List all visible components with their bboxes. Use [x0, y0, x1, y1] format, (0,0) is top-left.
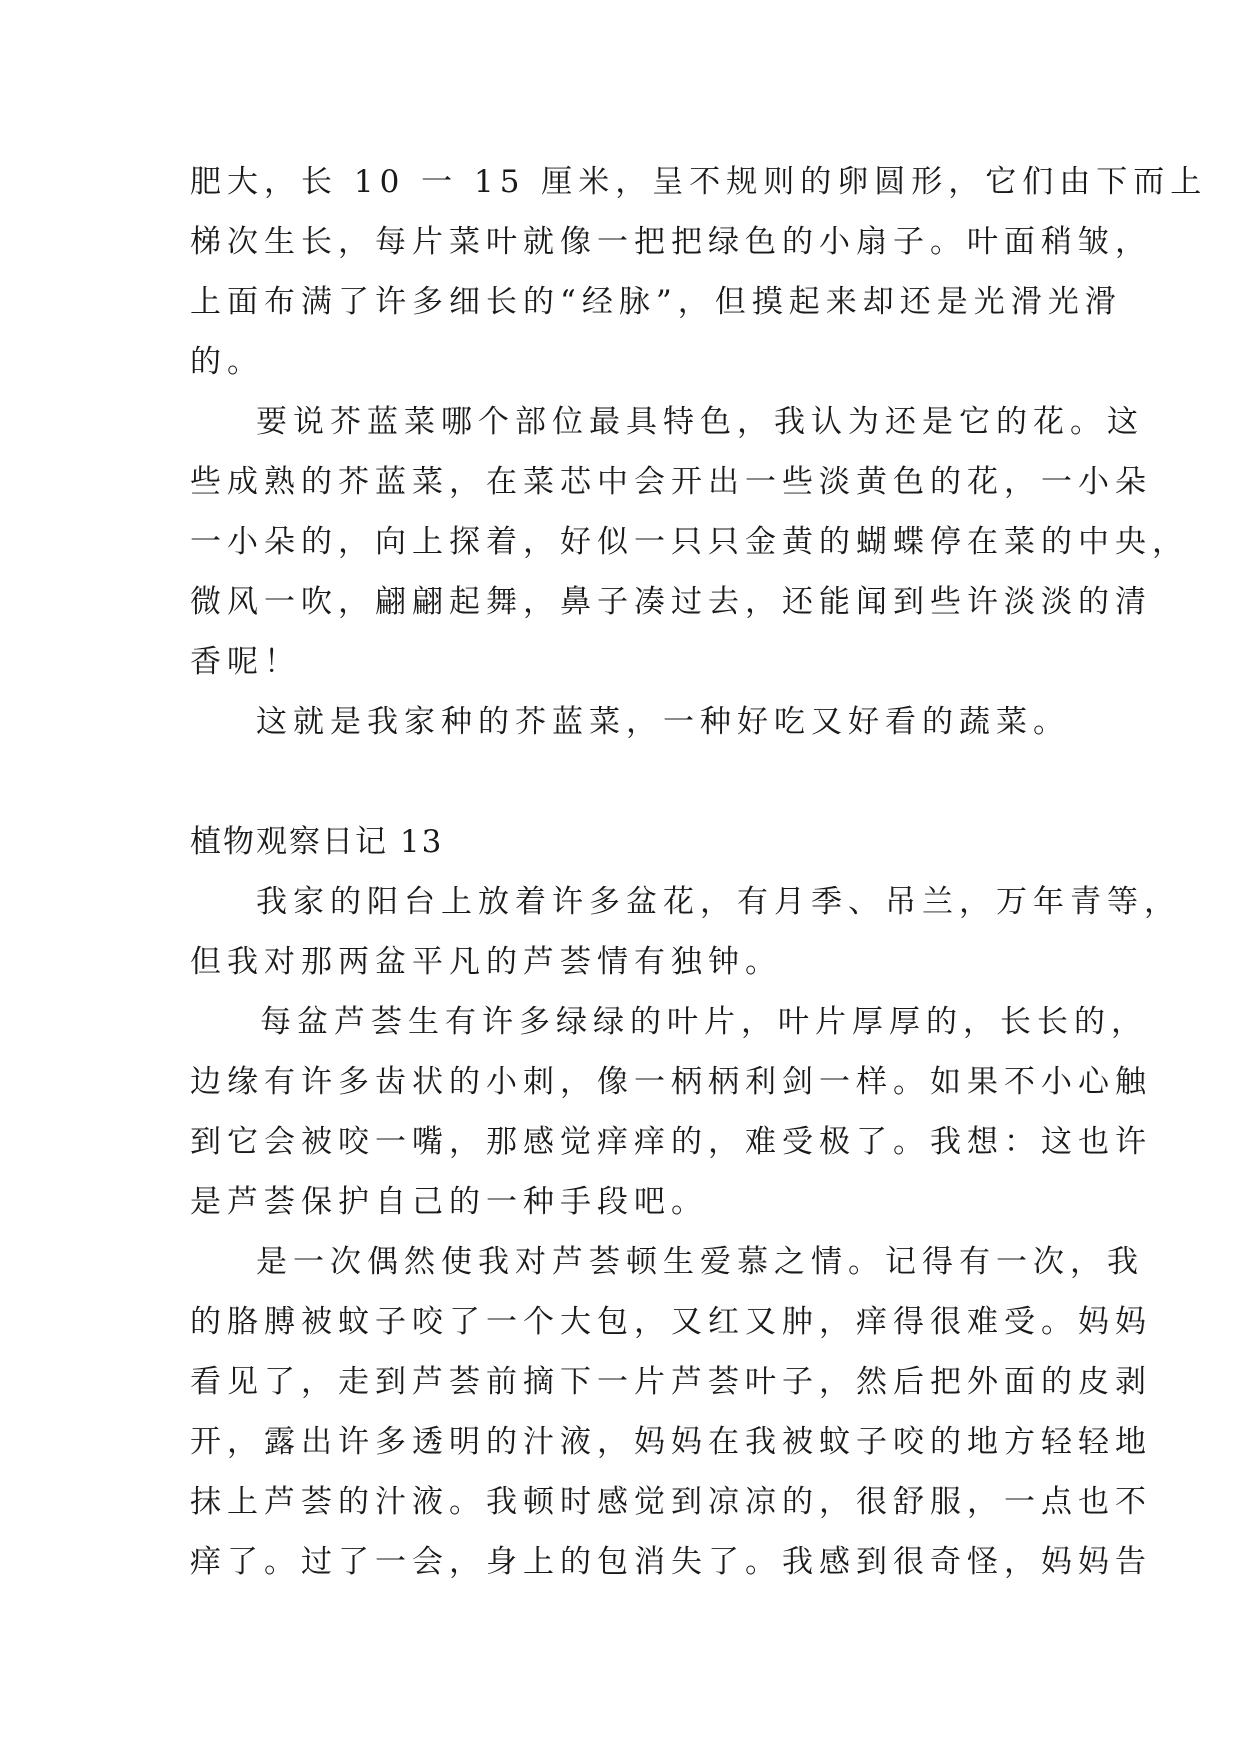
- text-line: 是芦荟保护自己的一种手段吧。: [190, 1184, 708, 1220]
- section-heading: 植物观察日记 13: [190, 824, 444, 860]
- text-line: 开，露出许多透明的汁液，妈妈在我被蚊子咬的地方轻轻地: [190, 1424, 1152, 1460]
- text-line: 痒了。过了一会，身上的包消失了。我感到很奇怪，妈妈告: [190, 1544, 1152, 1580]
- paragraph-start: 要说芥蓝菜哪个部位最具特色，我认为还是它的花。这: [256, 404, 1144, 440]
- text-line: 的胳膊被蚊子咬了一个大包，又红又肿，痒得很难受。妈妈: [190, 1304, 1152, 1340]
- text-line: 上面布满了许多细长的“经脉”，但摸起来却还是光滑光滑: [190, 284, 1122, 320]
- text-line: 看见了，走到芦荟前摘下一片芦荟叶子，然后把外面的皮剥: [190, 1364, 1152, 1400]
- paragraph-start: 是一次偶然使我对芦荟顿生爱慕之情。记得有一次，我: [256, 1244, 1144, 1280]
- text-line: 些成熟的芥蓝菜，在菜芯中会开出一些淡黄色的花，一小朵: [190, 464, 1152, 500]
- text-line: 到它会被咬一嘴，那感觉痒痒的，难受极了。我想：这也许: [190, 1124, 1152, 1160]
- text-line: 肥大，长 10 一 15 厘米，呈不规则的卵圆形，它们由下而上: [190, 164, 1208, 200]
- text-line: 一小朵的，向上探着，好似一只只金黄的蝴蝶停在菜的中央，: [190, 524, 1189, 560]
- paragraph-start: 这就是我家种的芥蓝菜，一种好吃又好看的蔬菜。: [256, 704, 1070, 740]
- text-line: 抹上芦荟的汁液。我顿时感觉到凉凉的，很舒服，一点也不: [190, 1484, 1152, 1520]
- paragraph-start: 我家的阳台上放着许多盆花，有月季、吊兰，万年青等，: [256, 884, 1181, 920]
- text-line: 微风一吹，翩翩起舞，鼻子凑过去，还能闻到些许淡淡的清: [190, 584, 1152, 620]
- paragraph-start: 每盆芦荟生有许多绿绿的叶片，叶片厚厚的，长长的，: [260, 1004, 1148, 1040]
- text-line: 的。: [190, 344, 264, 380]
- text-line: 但我对那两盆平凡的芦荟情有独钟。: [190, 944, 782, 980]
- text-line: 梯次生长，每片菜叶就像一把把绿色的小扇子。叶面稍皱，: [190, 224, 1152, 260]
- text-line: 香呢！: [190, 644, 301, 680]
- text-line: 边缘有许多齿状的小刺，像一柄柄利剑一样。如果不小心触: [190, 1064, 1152, 1100]
